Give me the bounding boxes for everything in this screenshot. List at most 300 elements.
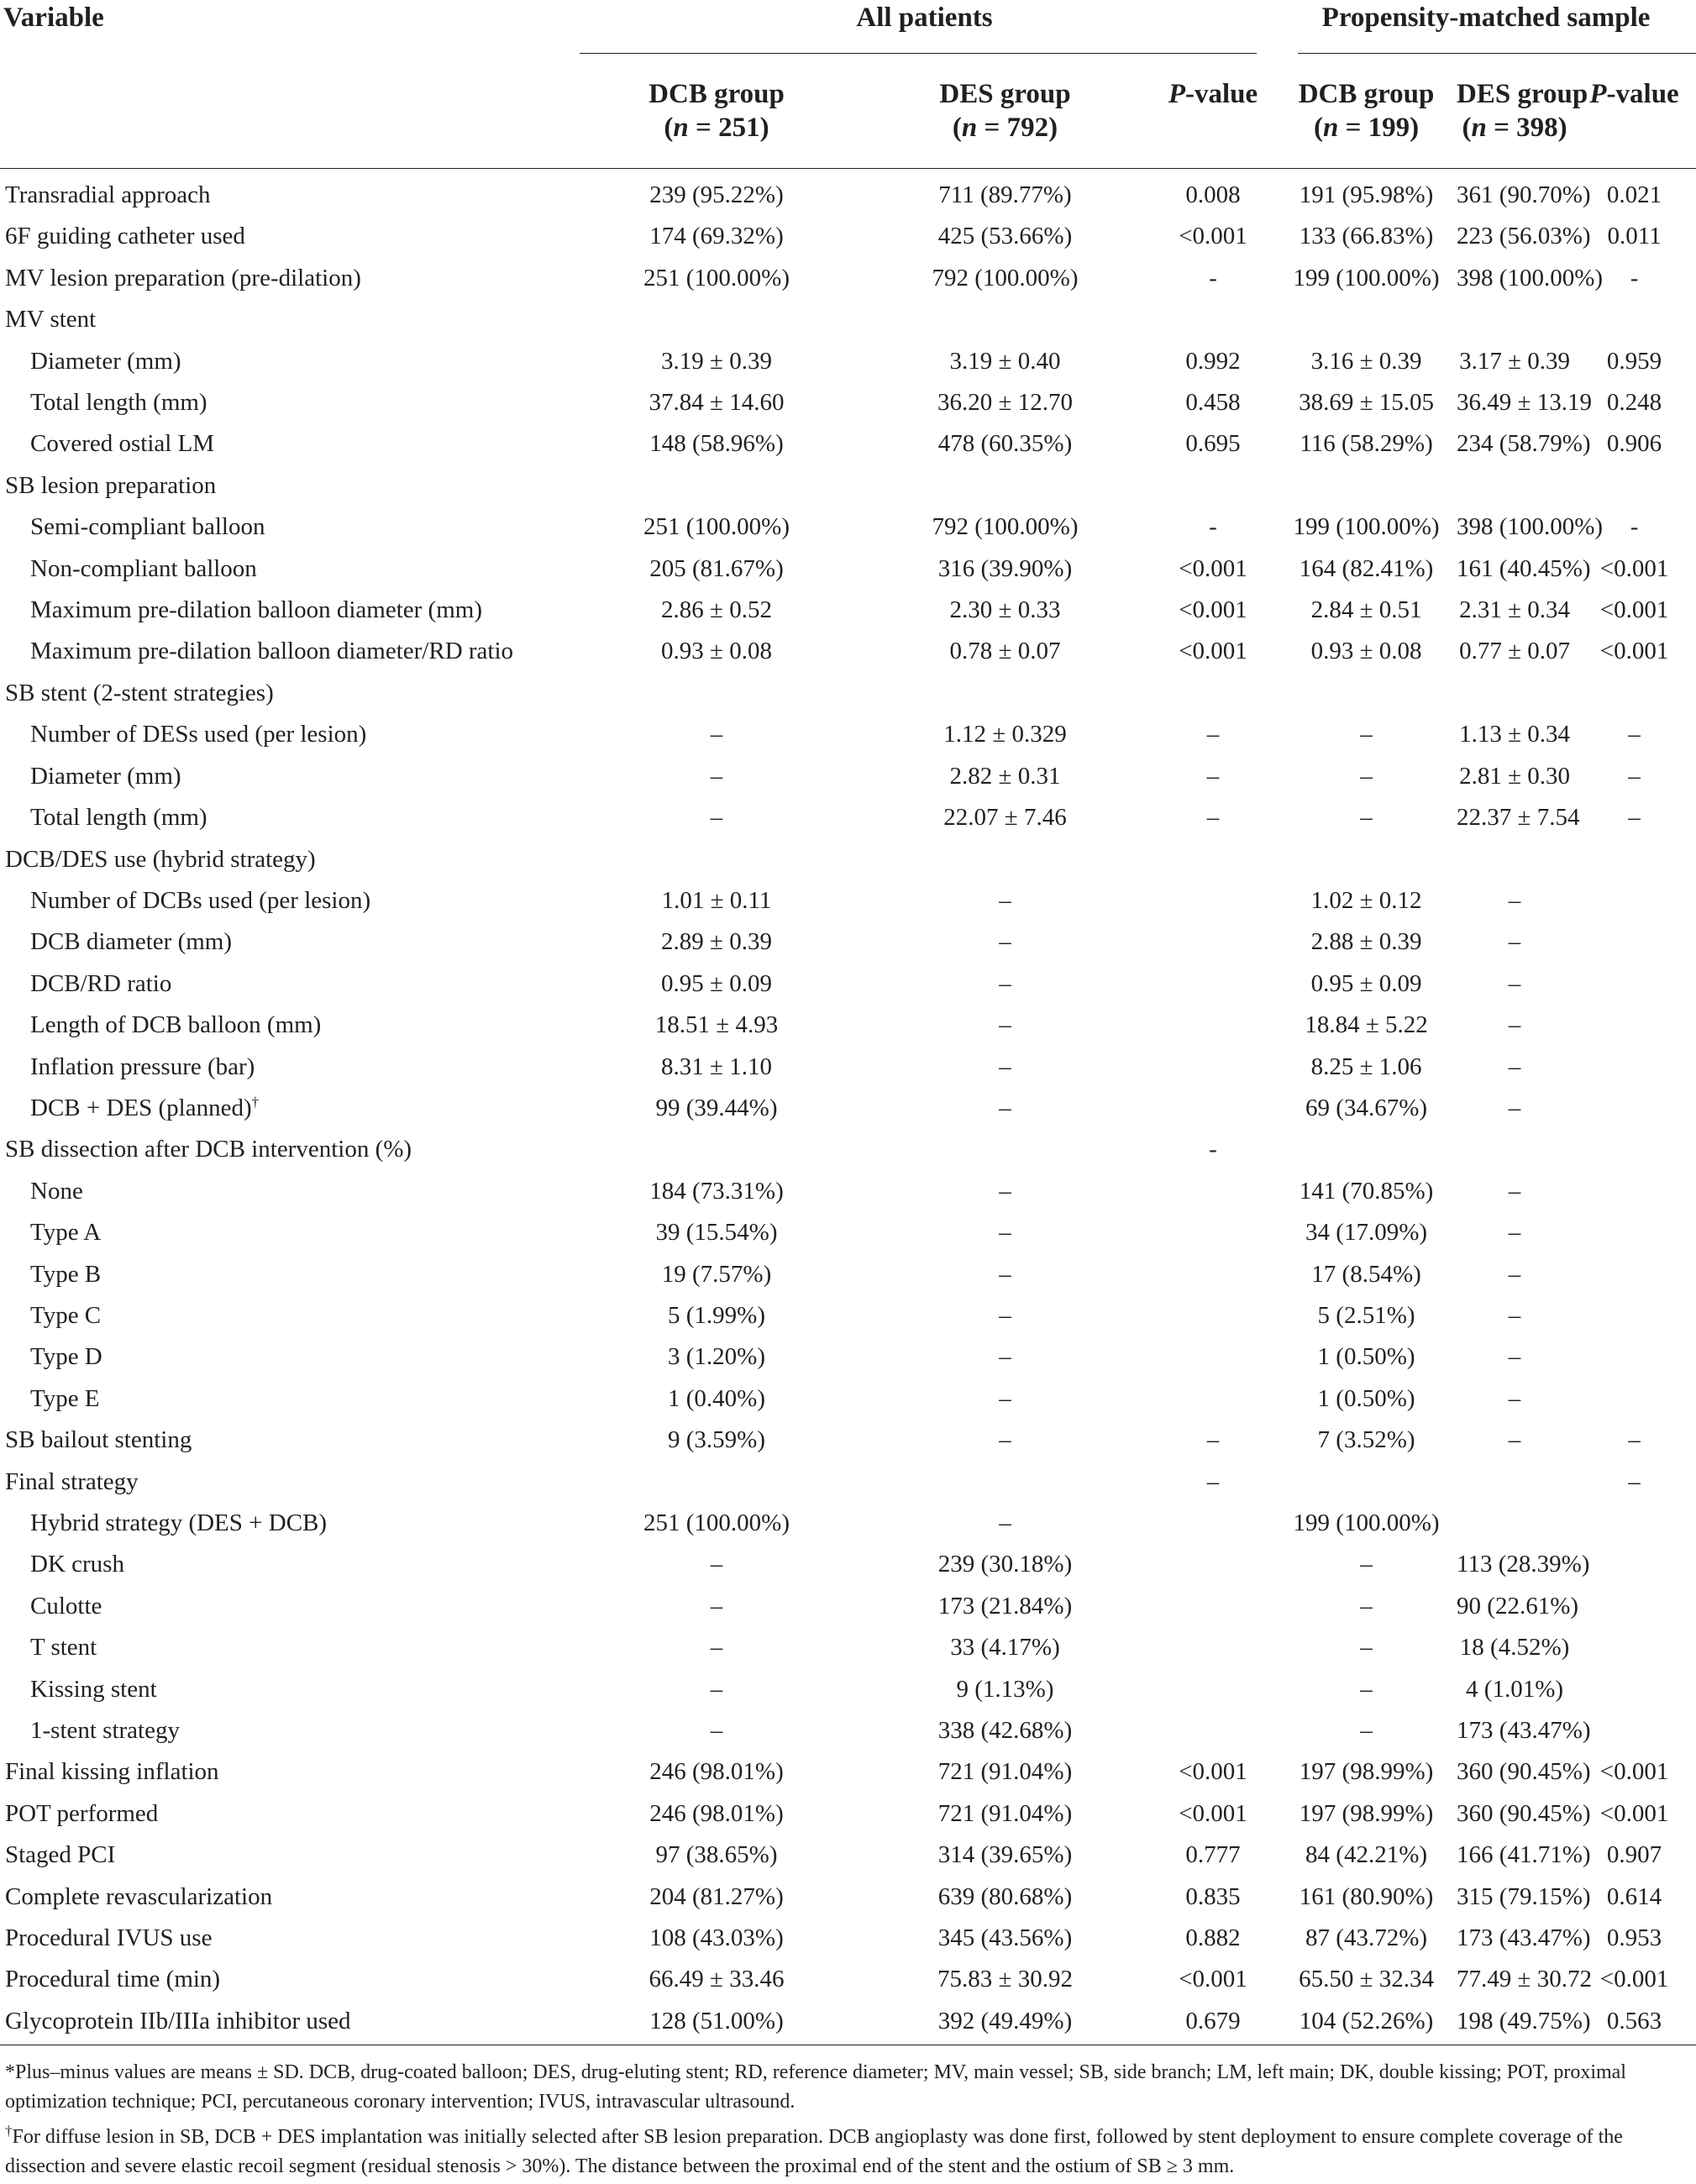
table-cell: 0.953 bbox=[1606, 1924, 1662, 1952]
row-label bbox=[0, 1047, 573, 1088]
row-label bbox=[0, 673, 573, 714]
table-cell: 37.84 ± 14.60 bbox=[648, 389, 785, 417]
table-row bbox=[0, 216, 1696, 257]
table-cell: 113 (28.39%) bbox=[1457, 1551, 1590, 1578]
table-cell bbox=[1573, 1503, 1696, 1544]
row-label-text: SB lesion preparation bbox=[5, 471, 217, 499]
table-cell bbox=[1573, 880, 1696, 921]
table-cell bbox=[573, 673, 860, 714]
row-label-text: Final strategy bbox=[5, 1467, 139, 1495]
table-cell bbox=[1573, 1586, 1696, 1627]
row-label bbox=[0, 1088, 573, 1129]
table-cell: 104 (52.26%) bbox=[1299, 2007, 1434, 2034]
table-cell: 478 (60.35%) bbox=[937, 430, 1073, 458]
dagger-mark: † bbox=[5, 2123, 13, 2139]
header-row-groups bbox=[0, 0, 1696, 54]
row-label-text: Covered ostial LM bbox=[30, 430, 215, 458]
table-cell bbox=[573, 299, 860, 340]
row-label bbox=[0, 1751, 573, 1793]
table-cell: – bbox=[710, 762, 723, 790]
table-cell bbox=[1573, 839, 1696, 880]
table-cell: 425 (53.66%) bbox=[937, 223, 1073, 250]
table-cell: 2.84 ± 0.51 bbox=[1310, 596, 1422, 624]
row-label bbox=[0, 1129, 573, 1170]
table-cell: 22.37 ± 7.54 bbox=[1457, 804, 1580, 832]
table-cell bbox=[1276, 839, 1457, 880]
table-cell: 792 (100.00%) bbox=[932, 513, 1079, 541]
table-cell bbox=[573, 465, 860, 507]
table-cell: 8.25 ± 1.06 bbox=[1310, 1053, 1422, 1080]
footnote-dagger-text: For diffuse lesion in SB, DCB + DES implantation was initially selected after SB lesion preparation. DCB angioplasty was done first, followed by stent deployment to ensure complete coverage of the dissection and severe elastic recoil segment (residual stenosis > 30%). The distance between the proximal end of the stent and the ostium of SB ≥ 3 mm. bbox=[5, 2126, 1623, 2177]
row-label bbox=[0, 1171, 573, 1212]
row-label bbox=[0, 1710, 573, 1751]
table-cell bbox=[1573, 1088, 1696, 1129]
table-cell: 2.31 ± 0.34 bbox=[1459, 596, 1570, 624]
table-row bbox=[0, 1378, 1696, 1420]
row-label bbox=[0, 341, 573, 382]
table-cell: 0.614 bbox=[1606, 1882, 1662, 1910]
table-row bbox=[0, 590, 1696, 631]
table-cell: 8.31 ± 1.10 bbox=[661, 1053, 772, 1080]
table-cell: – bbox=[999, 1343, 1011, 1371]
table-cell: <0.001 bbox=[1179, 596, 1247, 624]
row-label-sup: † bbox=[251, 1094, 260, 1110]
table-cell: – bbox=[1508, 1384, 1521, 1412]
table-cell: <0.001 bbox=[1179, 1966, 1247, 1993]
table-cell: 398 (100.00%) bbox=[1457, 264, 1604, 291]
table-cell bbox=[1457, 465, 1573, 507]
pm-des-n: (n = 398) bbox=[1462, 113, 1567, 143]
row-label bbox=[0, 1835, 573, 1876]
table-cell: – bbox=[1628, 721, 1641, 748]
table-row bbox=[0, 465, 1696, 507]
table-row bbox=[0, 839, 1696, 880]
table-cell bbox=[1150, 1586, 1276, 1627]
row-label bbox=[0, 1254, 573, 1295]
table-cell: 97 (38.65%) bbox=[655, 1841, 778, 1869]
row-label-text: SB dissection after DCB intervention (%) bbox=[5, 1136, 412, 1163]
table-cell: 38.69 ± 15.05 bbox=[1299, 389, 1434, 417]
table-cell bbox=[1150, 1710, 1276, 1751]
table-cell: 39 (15.54%) bbox=[655, 1219, 778, 1247]
all-dcb-header bbox=[573, 54, 860, 169]
row-label-text: Staged PCI bbox=[5, 1841, 116, 1869]
row-label-text: Complete revascularization bbox=[5, 1882, 273, 1910]
table-cell bbox=[1150, 1254, 1276, 1295]
table-cell: 22.07 ± 7.46 bbox=[943, 804, 1067, 832]
table-row bbox=[0, 963, 1696, 1005]
table-cell: 2.89 ± 0.39 bbox=[661, 928, 772, 956]
table-cell: – bbox=[1628, 804, 1641, 832]
row-label bbox=[0, 839, 573, 880]
table-cell: 1.01 ± 0.11 bbox=[661, 886, 772, 914]
header-spacer bbox=[0, 54, 573, 169]
row-label bbox=[0, 1544, 573, 1585]
table-row bbox=[0, 1918, 1696, 1959]
table-row bbox=[0, 1254, 1696, 1295]
table-row bbox=[0, 714, 1696, 755]
row-label bbox=[0, 549, 573, 590]
row-label bbox=[0, 1503, 573, 1544]
table-cell: – bbox=[1206, 762, 1220, 790]
table-cell: 0.95 ± 0.09 bbox=[1310, 969, 1422, 997]
row-label-text: Hybrid strategy (DES + DCB) bbox=[30, 1509, 328, 1536]
table-cell bbox=[1573, 1254, 1696, 1295]
table-cell: - bbox=[1209, 1136, 1217, 1163]
table-cell: 204 (81.27%) bbox=[649, 1882, 784, 1910]
table-row bbox=[0, 1586, 1696, 1627]
table-cell: 0.248 bbox=[1606, 389, 1662, 417]
row-label bbox=[0, 797, 573, 838]
table-cell: – bbox=[1508, 1260, 1521, 1288]
table-cell: 9 (3.59%) bbox=[668, 1426, 765, 1454]
table-cell: 314 (39.65%) bbox=[937, 1841, 1073, 1869]
table-cell: 0.011 bbox=[1607, 223, 1662, 250]
table-cell: 361 (90.70%) bbox=[1457, 181, 1591, 208]
table-cell: – bbox=[1508, 928, 1521, 956]
table-cell: 1 (0.40%) bbox=[668, 1384, 765, 1412]
table-cell: – bbox=[1508, 1343, 1521, 1371]
table-row bbox=[0, 673, 1696, 714]
table-cell: 0.77 ± 0.07 bbox=[1459, 638, 1570, 665]
table-cell: 0.835 bbox=[1185, 1882, 1241, 1910]
table-cell: – bbox=[1628, 762, 1641, 790]
table-cell: 116 (58.29%) bbox=[1300, 430, 1433, 458]
table-cell bbox=[1457, 1462, 1573, 1503]
table-cell bbox=[1150, 1378, 1276, 1420]
row-label-text: Glycoprotein IIb/IIIa inhibitor used bbox=[5, 2007, 351, 2034]
table-cell: 0.992 bbox=[1185, 347, 1241, 375]
table-cell bbox=[1573, 1212, 1696, 1253]
table-row bbox=[0, 797, 1696, 838]
table-cell: 108 (43.03%) bbox=[649, 1924, 784, 1952]
row-label bbox=[0, 382, 573, 423]
all-patients-label: All patients bbox=[856, 3, 993, 33]
table-cell: – bbox=[999, 1509, 1011, 1536]
table-cell bbox=[860, 1129, 1150, 1170]
table-cell: 18.84 ± 5.22 bbox=[1305, 1011, 1428, 1039]
table-cell: - bbox=[1630, 264, 1639, 291]
row-label bbox=[0, 1877, 573, 1918]
row-label bbox=[0, 1295, 573, 1336]
table-cell: 34 (17.09%) bbox=[1305, 1219, 1428, 1247]
pm-des-header bbox=[1457, 54, 1588, 169]
row-label-text: Total length (mm) bbox=[30, 389, 207, 417]
footnote-dagger bbox=[5, 2123, 1692, 2181]
table-cell bbox=[1457, 1503, 1573, 1544]
row-label-text: 6F guiding catheter used bbox=[5, 223, 245, 250]
row-label bbox=[0, 1336, 573, 1378]
header-row-columns bbox=[0, 54, 1696, 169]
table-cell: 133 (66.83%) bbox=[1299, 223, 1434, 250]
row-label bbox=[0, 1669, 573, 1710]
table-row bbox=[0, 1835, 1696, 1876]
table-cell bbox=[1573, 1171, 1696, 1212]
row-label bbox=[0, 169, 573, 217]
table-cell: 174 (69.32%) bbox=[649, 223, 784, 250]
row-label bbox=[0, 880, 573, 921]
table-cell bbox=[573, 1462, 860, 1503]
table-row bbox=[0, 1462, 1696, 1503]
table-cell: – bbox=[710, 1717, 723, 1745]
all-dcb-label: DCB group bbox=[648, 79, 785, 109]
table-row bbox=[0, 299, 1696, 340]
propensity-matched-header bbox=[1276, 0, 1696, 54]
table-cell: 18 (4.52%) bbox=[1459, 1634, 1570, 1662]
table-cell: – bbox=[1628, 1467, 1641, 1495]
table-cell: 99 (39.44%) bbox=[655, 1094, 778, 1121]
table-cell: 0.959 bbox=[1606, 347, 1662, 375]
all-patients-header bbox=[573, 0, 1276, 54]
row-label bbox=[0, 1212, 573, 1253]
table-cell: 161 (80.90%) bbox=[1299, 1882, 1434, 1910]
table-cell: 5 (1.99%) bbox=[668, 1301, 765, 1329]
table-cell: 191 (95.98%) bbox=[1299, 181, 1434, 208]
table-row bbox=[0, 1627, 1696, 1668]
table-cell: 2.30 ± 0.33 bbox=[949, 596, 1061, 624]
table-cell: 197 (98.99%) bbox=[1299, 1758, 1434, 1786]
table-cell: – bbox=[1360, 1717, 1373, 1745]
table-cell bbox=[1276, 465, 1457, 507]
row-label-text: Total length (mm) bbox=[30, 804, 207, 832]
row-label bbox=[0, 1959, 573, 2000]
table-cell: 2.88 ± 0.39 bbox=[1310, 928, 1422, 956]
row-label-text: Transradial approach bbox=[5, 181, 211, 208]
row-label bbox=[0, 921, 573, 963]
table-cell: 251 (100.00%) bbox=[643, 513, 790, 541]
row-label-text: Procedural IVUS use bbox=[5, 1924, 213, 1952]
row-label-text: Maximum pre-dilation balloon diameter (mm) bbox=[30, 596, 482, 624]
pm-p-header bbox=[1573, 54, 1696, 169]
table-cell: 1.02 ± 0.12 bbox=[1310, 886, 1422, 914]
table-cell: – bbox=[1360, 1634, 1373, 1662]
table-row bbox=[0, 1503, 1696, 1544]
table-row bbox=[0, 1295, 1696, 1336]
table-cell: 251 (100.00%) bbox=[643, 1509, 790, 1536]
row-label bbox=[0, 714, 573, 755]
table-cell: – bbox=[710, 804, 723, 832]
row-label bbox=[0, 1586, 573, 1627]
table-cell: 246 (98.01%) bbox=[649, 1758, 784, 1786]
table-cell: 75.83 ± 30.92 bbox=[937, 1966, 1073, 1993]
row-label-text: DK crush bbox=[30, 1551, 124, 1578]
table-cell: – bbox=[1360, 1592, 1373, 1620]
table-cell: 198 (49.75%) bbox=[1457, 2007, 1591, 2034]
table-cell bbox=[1573, 1005, 1696, 1046]
table-cell: 721 (91.04%) bbox=[937, 1799, 1073, 1827]
table-cell: – bbox=[999, 1053, 1011, 1080]
all-dcb-n: (n = 251) bbox=[664, 113, 769, 143]
table-cell: 316 (39.90%) bbox=[937, 554, 1073, 582]
table-cell: 0.93 ± 0.08 bbox=[661, 638, 772, 665]
table-cell: 17 (8.54%) bbox=[1311, 1260, 1421, 1288]
table-cell bbox=[860, 673, 1150, 714]
table-cell: 0.882 bbox=[1185, 1924, 1241, 1952]
row-label-text: Culotte bbox=[30, 1592, 102, 1620]
table-row bbox=[0, 756, 1696, 797]
table-cell: 3.16 ± 0.39 bbox=[1310, 347, 1422, 375]
table-cell: – bbox=[999, 1011, 1011, 1039]
table-cell bbox=[1276, 673, 1457, 714]
table-cell bbox=[860, 839, 1150, 880]
table-row bbox=[0, 1129, 1696, 1170]
table-cell: – bbox=[1206, 1426, 1220, 1454]
all-des-label: DES group bbox=[939, 79, 1071, 109]
table-cell: <0.001 bbox=[1179, 638, 1247, 665]
table-cell: – bbox=[1360, 762, 1373, 790]
row-label bbox=[0, 216, 573, 257]
table-cell: 0.679 bbox=[1185, 2007, 1241, 2034]
row-label-text: T stent bbox=[30, 1634, 97, 1662]
table-cell: 3.17 ± 0.39 bbox=[1459, 347, 1570, 375]
table-cell: 338 (42.68%) bbox=[937, 1717, 1073, 1745]
table-cell: 161 (40.45%) bbox=[1457, 554, 1591, 582]
row-label bbox=[0, 2001, 573, 2045]
table-cell: <0.001 bbox=[1179, 1758, 1247, 1786]
table-cell: 4 (1.01%) bbox=[1466, 1675, 1564, 1703]
table-cell bbox=[573, 839, 860, 880]
table-cell bbox=[1150, 1295, 1276, 1336]
all-des-header bbox=[860, 54, 1150, 169]
table-cell: 87 (43.72%) bbox=[1305, 1924, 1428, 1952]
table-cell: 19 (7.57%) bbox=[661, 1260, 772, 1288]
row-label-text: Type A bbox=[30, 1219, 102, 1247]
table-row bbox=[0, 880, 1696, 921]
table-cell: – bbox=[1360, 1551, 1373, 1578]
row-label bbox=[0, 963, 573, 1005]
row-label bbox=[0, 1918, 573, 1959]
table-cell bbox=[1150, 1088, 1276, 1129]
table-cell bbox=[1573, 465, 1696, 507]
table-row bbox=[0, 1544, 1696, 1585]
table-cell bbox=[1573, 1544, 1696, 1585]
table-cell: – bbox=[999, 969, 1011, 997]
all-patients-rule bbox=[580, 53, 1257, 54]
row-label bbox=[0, 1462, 573, 1503]
table-cell bbox=[1150, 1171, 1276, 1212]
pm-dcb-header bbox=[1276, 54, 1457, 169]
table-row bbox=[0, 382, 1696, 423]
table-cell: 360 (90.45%) bbox=[1457, 1758, 1591, 1786]
table-cell: 0.563 bbox=[1606, 2007, 1662, 2034]
table-cell bbox=[573, 1129, 860, 1170]
table-cell bbox=[1276, 1129, 1457, 1170]
row-label bbox=[0, 258, 573, 299]
table-cell bbox=[1150, 1212, 1276, 1253]
table-cell: 246 (98.01%) bbox=[649, 1799, 784, 1827]
table-cell: – bbox=[1508, 1011, 1521, 1039]
row-label-text: Inflation pressure (bar) bbox=[30, 1053, 255, 1080]
table-cell: – bbox=[1360, 804, 1373, 832]
table-cell: – bbox=[1508, 969, 1521, 997]
row-label-text: POT performed bbox=[5, 1799, 159, 1827]
table-cell: 0.906 bbox=[1606, 430, 1662, 458]
table-cell: – bbox=[999, 1219, 1011, 1247]
row-label-text: Diameter (mm) bbox=[30, 347, 181, 375]
table-cell bbox=[1276, 1462, 1457, 1503]
table-cell bbox=[1457, 299, 1573, 340]
row-label bbox=[0, 1378, 573, 1420]
table-cell: 392 (49.49%) bbox=[937, 2007, 1073, 2034]
table-cell bbox=[1150, 465, 1276, 507]
row-label-text: None bbox=[30, 1177, 83, 1205]
table-cell: 360 (90.45%) bbox=[1457, 1799, 1591, 1827]
table-cell: <0.001 bbox=[1599, 1799, 1669, 1827]
table-cell: <0.001 bbox=[1179, 223, 1247, 250]
table-cell: – bbox=[999, 1384, 1011, 1412]
table-cell: 3.19 ± 0.40 bbox=[949, 347, 1061, 375]
table-row bbox=[0, 1171, 1696, 1212]
table-cell: <0.001 bbox=[1179, 554, 1247, 582]
table-cell: 199 (100.00%) bbox=[1293, 1509, 1440, 1536]
row-label-text: MV lesion preparation (pre-dilation) bbox=[5, 264, 361, 291]
table-cell: 205 (81.67%) bbox=[649, 554, 784, 582]
table-cell: 0.78 ± 0.07 bbox=[949, 638, 1061, 665]
table-body bbox=[0, 169, 1696, 2045]
table-cell: <0.001 bbox=[1599, 554, 1669, 582]
table-cell bbox=[1276, 299, 1457, 340]
row-label bbox=[0, 631, 573, 672]
table-cell: 197 (98.99%) bbox=[1299, 1799, 1434, 1827]
table-cell: 792 (100.00%) bbox=[932, 264, 1079, 291]
row-label-text: SB bailout stenting bbox=[5, 1426, 192, 1454]
row-label-text: Final kissing inflation bbox=[5, 1758, 219, 1786]
variable-header: Variable bbox=[3, 3, 104, 33]
row-label-text: 1-stent strategy bbox=[30, 1717, 180, 1745]
row-label bbox=[0, 299, 573, 340]
table-cell: - bbox=[1630, 513, 1639, 541]
table-cell bbox=[1573, 1627, 1696, 1668]
table-cell: 1.12 ± 0.329 bbox=[943, 721, 1067, 748]
table-row bbox=[0, 258, 1696, 299]
table-cell: 0.907 bbox=[1606, 1841, 1662, 1869]
table-cell: 3.19 ± 0.39 bbox=[661, 347, 772, 375]
table-cell: 199 (100.00%) bbox=[1293, 513, 1440, 541]
table-cell: 2.81 ± 0.30 bbox=[1459, 762, 1570, 790]
row-label-text: DCB + DES (planned) bbox=[30, 1094, 252, 1121]
table-row bbox=[0, 1420, 1696, 1461]
propensity-matched-label: Propensity-matched sample bbox=[1321, 3, 1651, 33]
table-cell: 345 (43.56%) bbox=[937, 1924, 1073, 1952]
table-cell: - bbox=[1209, 264, 1217, 291]
row-label bbox=[0, 1005, 573, 1046]
table-cell: – bbox=[1360, 1675, 1373, 1703]
table-row bbox=[0, 341, 1696, 382]
table-row bbox=[0, 1336, 1696, 1378]
table-cell: – bbox=[1508, 1219, 1521, 1247]
table-cell bbox=[1457, 673, 1573, 714]
table-row bbox=[0, 1793, 1696, 1835]
table-cell bbox=[1573, 673, 1696, 714]
table-cell: 721 (91.04%) bbox=[937, 1758, 1073, 1786]
table-row bbox=[0, 2001, 1696, 2045]
table-cell bbox=[1457, 839, 1573, 880]
table-cell: 1 (0.50%) bbox=[1317, 1384, 1415, 1412]
table-cell bbox=[1573, 921, 1696, 963]
all-des-n: (n = 792) bbox=[952, 113, 1058, 143]
table-row bbox=[0, 1088, 1696, 1129]
table-cell bbox=[1150, 1336, 1276, 1378]
table-cell bbox=[1150, 1669, 1276, 1710]
table-cell: 90 (22.61%) bbox=[1457, 1592, 1579, 1620]
row-label-text: Maximum pre-dilation balloon diameter/RD ratio bbox=[30, 638, 514, 665]
table-cell: 173 (43.47%) bbox=[1457, 1924, 1591, 1952]
table-cell: 0.008 bbox=[1185, 181, 1241, 208]
table-row bbox=[0, 921, 1696, 963]
table-cell bbox=[1573, 299, 1696, 340]
pm-p-label: P-value bbox=[1589, 79, 1679, 109]
table-cell: – bbox=[1508, 886, 1521, 914]
